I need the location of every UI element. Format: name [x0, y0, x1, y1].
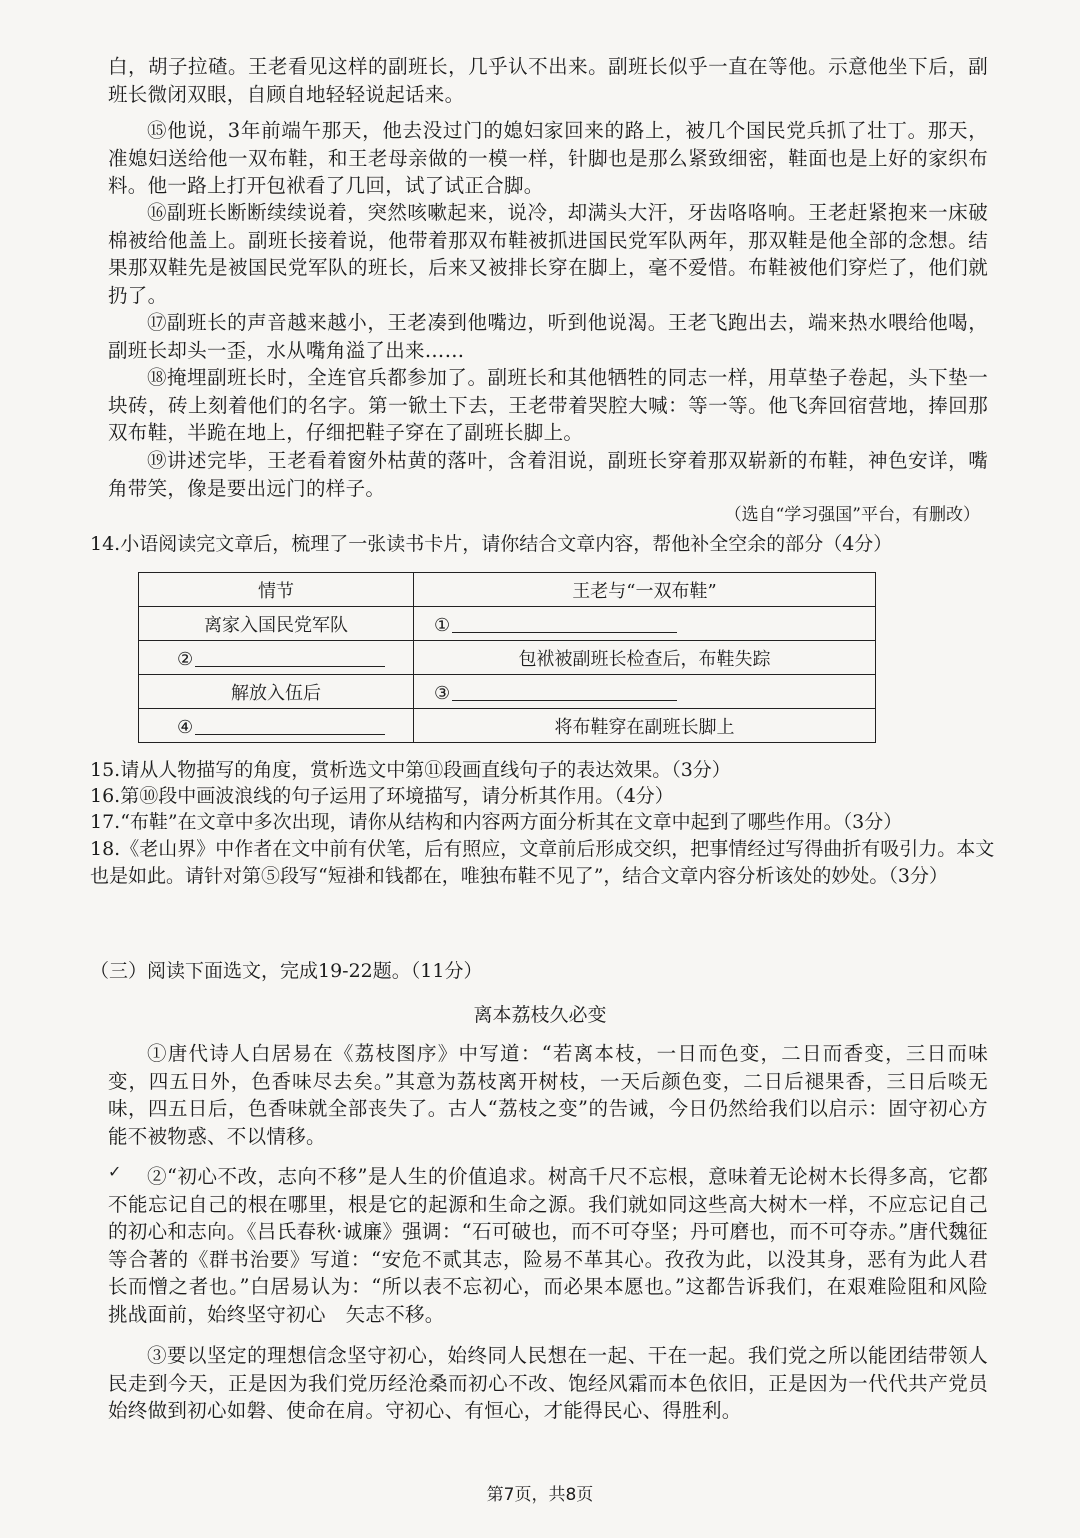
- table-row: [139, 709, 876, 743]
- blank-number: ②: [177, 648, 194, 670]
- question-16: 16.第⑩段中画波浪线的句子运用了环境描写，请分析其作用。（4分）: [90, 785, 674, 807]
- table-header-shoes: 王老与“一双布鞋”: [414, 573, 876, 607]
- article-paragraph-1: ①唐代诗人白居易在《荔枝图序》中写道：“若离本枝，一日而色变，二日而香变，三日而味变，四五日外，色香味尽去矣。”其意为荔枝离开树枝，一天后颜色变，二日后褪果香，三日后啖无味，四五日后，色香味就全部丧失了。古人“荔枝之变”的告诫，今日仍然给我们以启示：固守初心方能不被物惑、不以情移。: [108, 1042, 988, 1148]
- answer-blank-3[interactable]: [414, 675, 876, 709]
- table-row: [139, 641, 876, 675]
- check-mark-icon: ✓: [108, 1162, 122, 1181]
- article-title: 离本荔枝久必变: [473, 1004, 607, 1026]
- blank-number: ③: [434, 682, 451, 704]
- question-14: 14.小语阅读完文章后，梳理了一张读书卡片，请你结合文章内容，帮他补全空余的部分（4分）: [90, 533, 893, 555]
- answer-blank-4[interactable]: [139, 709, 414, 743]
- section-3-heading: （三）阅读下面选文，完成19-22题。（11分）: [90, 960, 483, 982]
- paragraph-16: ⑯副班长断断续续说着，突然咳嗽起来，说冷，却满头大汗，牙齿咯咯响。王老赶紧抱来一床破棉被给他盖上。副班长接着说，他带着那双布鞋被抓进国民党军队两年，那双鞋是他全部的念想。结果那双鞋先是被国民党军队的班长，后来又被排长穿在脚上，毫不爱惜。布鞋被他们穿烂了，他们就扔了。: [108, 201, 988, 307]
- answer-blank-1[interactable]: [414, 607, 876, 641]
- blank-number: ④: [177, 716, 194, 738]
- table-row: [139, 675, 876, 709]
- question-15: 15.请从人物描写的角度，赏析选文中第⑪段画直线句子的表达效果。（3分）: [90, 759, 731, 781]
- table-header-row: [139, 573, 876, 607]
- article-paragraph-2: ②“初心不改，志向不移”是人生的价值追求。树高千尺不忘根，意味着无论树木长得多高，它都不能忘记自己的根在哪里，根是它的起源和生命之源。我们就如同这些高大树木一样，不应忘记自己的初心和志向。《吕氏春秋·诚廉》强调：“石可破也，而不可夺坚；丹可磨也，而不可夺赤。”唐代魏征等合著的《群书治要》写道：“安危不贰其志，险易不革其心。孜孜为此，以没其身，恶有为此人君长而憎之者也。”白居易认为：“所以表不忘初心，而必果本愿也。”这都告诉我们，在艰难险阻和风险挑战面前，始终坚守初心 矢志不移。: [108, 1165, 988, 1326]
- paragraph-17: ⑰副班长的声音越来越小，王老凑到他嘴边，听到他说渴。王老飞跑出去，端来热水喂给他喝，副班长却头一歪，水从嘴角溢了出来……: [108, 311, 988, 362]
- blank-line: [195, 646, 385, 667]
- table-cell: 离家入国民党军队: [139, 607, 414, 641]
- table-cell: 包袱被副班长检查后，布鞋失踪: [414, 641, 876, 675]
- article-paragraph-3: ③要以坚定的理想信念坚守初心，始终同人民想在一起、干在一起。我们党之所以能团结带领人民走到今天，正是因为我们党历经沧桑而初心不改、饱经风霜而本色依旧，正是因为一代代共产党员始终做到初心如磐、使命在肩。守初心、有恒心，才能得民心、得胜利。: [108, 1344, 988, 1422]
- reading-card-table: [138, 572, 876, 743]
- question-17: 17.“布鞋”在文章中多次出现，请你从结构和内容两方面分析其在文章中起到了哪些作用。（3分）: [90, 811, 903, 833]
- page-footer: 第7页，共8页: [486, 1485, 594, 1505]
- paragraph-15: ⑮他说，3年前端午那天，他去没过门的媳妇家回来的路上，被几个国民党兵抓了壮丁。那天，准媳妇送给他一双布鞋，和王老母亲做的一模一样，针脚也是那么紧致细密，鞋面也是上好的家织布料。他一路上打开包袱看了几回，试了试正合脚。: [108, 119, 988, 197]
- table-row: [139, 607, 876, 641]
- answer-blank-2[interactable]: [139, 641, 414, 675]
- paragraph-continued: 白，胡子拉碴。王老看见这样的副班长，几乎认不出来。副班长似乎一直在等他。示意他坐下后，副班长微闭双眼，自顾自地轻轻说起话来。: [108, 55, 988, 106]
- blank-number: ①: [434, 614, 451, 636]
- paragraph-19: ⑲讲述完毕，王老看着窗外枯黄的落叶，含着泪说，副班长穿着那双崭新的布鞋，神色安详，嘴角带笑，像是要出远门的样子。: [108, 449, 988, 500]
- question-18: 18.《老山界》中作者在文中前有伏笔，后有照应，文章前后形成交织，把事情经过写得曲折有吸引力。本文也是如此。请针对第⑤段写“短褂和钱都在，唯独布鞋不见了”，结合文章内容分析该处的妙处。（3分）: [90, 838, 995, 887]
- table-header-plot: 情节: [139, 573, 414, 607]
- table-cell: 解放入伍后: [139, 675, 414, 709]
- blank-line: [195, 714, 385, 735]
- table-cell: 将布鞋穿在副班长脚上: [414, 709, 876, 743]
- source-note: （选自“学习强国”平台，有删改）: [724, 505, 980, 525]
- blank-line: [452, 612, 677, 633]
- blank-line: [452, 680, 677, 701]
- paragraph-18: ⑱掩埋副班长时，全连官兵都参加了。副班长和其他牺牲的同志一样，用草垫子卷起，头下垫一块砖，砖上刻着他们的名字。第一锨土下去，王老带着哭腔大喊：等一等。他飞奔回宿营地，捧回那双布鞋，半跪在地上，仔细把鞋子穿在了副班长脚上。: [108, 366, 988, 444]
